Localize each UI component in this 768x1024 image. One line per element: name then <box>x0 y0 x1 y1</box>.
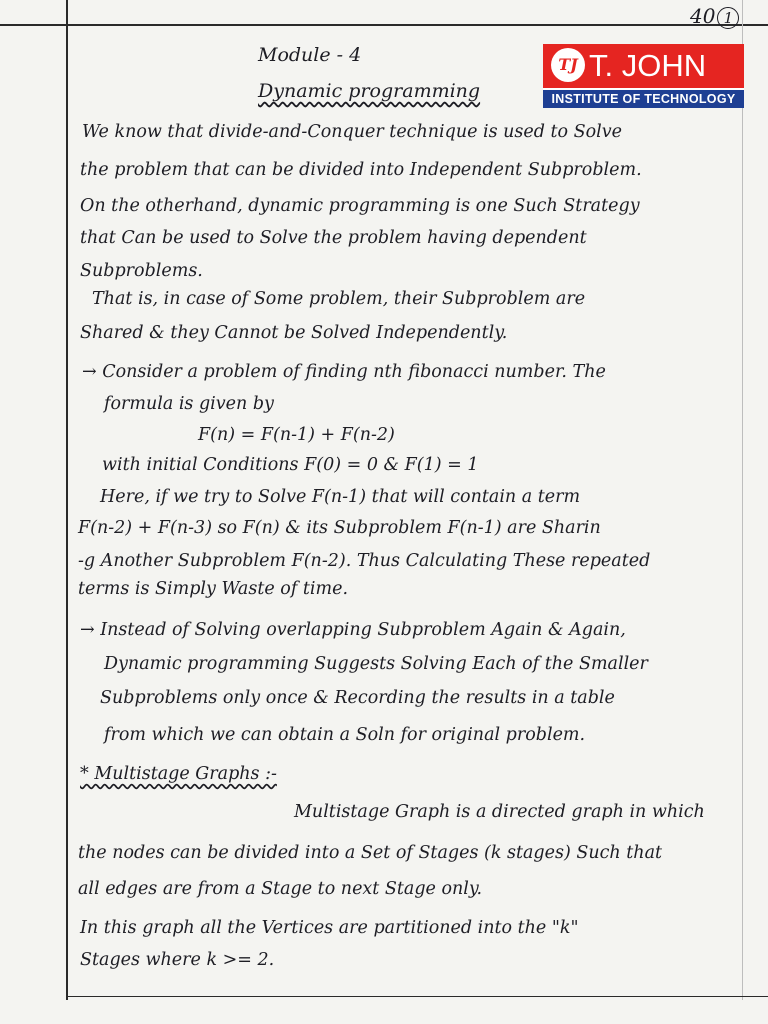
top-margin-rule <box>0 24 768 26</box>
note-line: Subproblems. <box>80 261 203 281</box>
logo-name: T. JOHN <box>589 48 707 83</box>
note-line: We know that divide-and-Conquer technique is used to Solve <box>82 122 623 142</box>
topic-title: Dynamic programming <box>258 80 481 102</box>
note-line: Subproblems only once & Recording the results in a table <box>100 688 615 708</box>
right-edge-rule <box>742 0 743 1000</box>
note-line: Shared & they Cannot be Solved Independently. <box>80 323 508 343</box>
page-number-circled: 1 <box>717 7 739 29</box>
note-line: Dynamic programming Suggests Solving Each of the Smaller <box>104 654 648 674</box>
page-number-value: 40 <box>690 4 716 28</box>
note-line: Here, if we try to Solve F(n-1) that will contain a term <box>100 487 581 507</box>
logo-monogram-icon <box>551 48 585 82</box>
note-line: with initial Conditions F(0) = 0 & F(1) = 1 <box>102 455 479 475</box>
note-line: F(n-2) + F(n-3) so F(n) & its Subproblem F(n-1) are Sharin <box>78 518 601 538</box>
note-line: the nodes can be divided into a Set of Stages (k stages) Such that <box>78 843 663 863</box>
left-margin-rule <box>66 0 68 1000</box>
module-heading: Module - 4 <box>258 44 362 66</box>
institute-logo <box>543 44 744 108</box>
note-line: Stages where k >= 2. <box>80 950 275 970</box>
logo-subtitle: INSTITUTE OF TECHNOLOGY <box>543 90 744 108</box>
note-line: from which we can obtain a Soln for original problem. <box>104 725 586 745</box>
note-line: On the otherhand, dynamic programming is one Such Strategy <box>80 196 640 216</box>
note-line: the problem that can be divided into Independent Subproblem. <box>80 160 642 180</box>
logo-monogram: TJ <box>558 55 578 74</box>
note-line: → Consider a problem of finding nth fibonacci number. The <box>82 362 606 382</box>
logo-red-band <box>543 44 744 88</box>
page-number <box>690 4 739 29</box>
note-line: formula is given by <box>104 394 274 414</box>
note-line: that Can be used to Solve the problem having dependent <box>80 228 587 248</box>
section-heading: * Multistage Graphs :- <box>80 764 277 784</box>
note-line: → Instead of Solving overlapping Subproblem Again & Again, <box>80 620 626 640</box>
note-line: In this graph all the Vertices are partitioned into the "k" <box>80 918 579 938</box>
note-line: all edges are from a Stage to next Stage only. <box>78 879 483 899</box>
note-line: terms is Simply Waste of time. <box>78 579 349 599</box>
formula-line: F(n) = F(n-1) + F(n-2) <box>198 425 395 445</box>
note-line: That is, in case of Some problem, their Subproblem are <box>92 289 586 309</box>
note-line: Multistage Graph is a directed graph in which <box>294 802 705 822</box>
bottom-margin-rule <box>66 996 768 997</box>
note-line: -g Another Subproblem F(n-2). Thus Calculating These repeated <box>78 551 651 571</box>
